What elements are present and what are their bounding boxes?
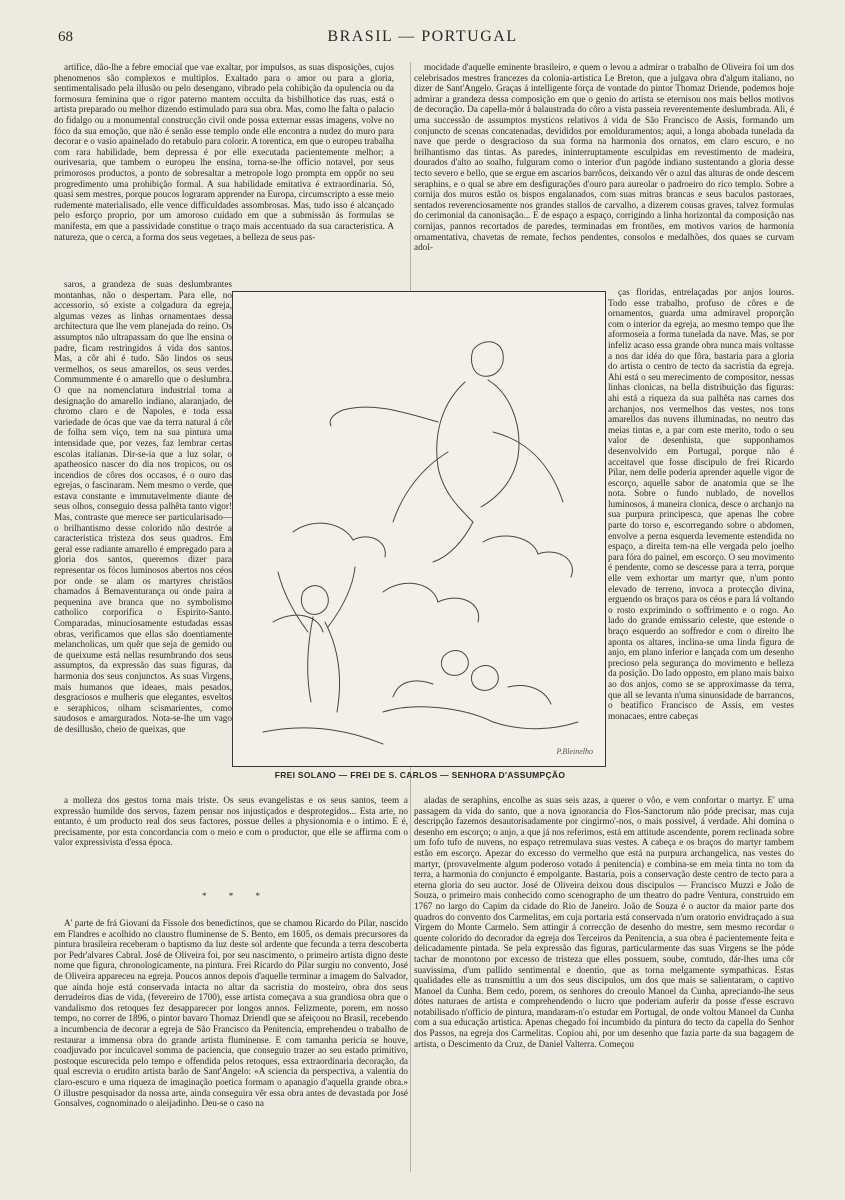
article-text-right-top xyxy=(414,62,794,288)
section-asterism: * * * xyxy=(202,891,270,901)
page-title: BRASIL — PORTUGAL xyxy=(327,28,518,45)
page-number: 68 xyxy=(58,29,73,45)
illustration-figure xyxy=(232,291,606,767)
article-paragraph: aladas de seraphins, encolhe as suas seis azas, a querer o vôo, e vem confortar o martyr. E' uma passagem da vida do santo, que a nova ignorancia do Flos-Sanctorum não póde precisar, mas cuja descripção fazemos desautorisadamente por cingirmo'-nos, o mais possivel, á verdade. Ahi domina o desenho em escorço; o anjo, a que já nos referimos, está em attitude ascendente, porem reclinada sobre um fofo tufo de nuvens, no espaço retremulava suas vestes. A cabeça e os braços do martyr tambem estão em escorço. Apezar do excesso do vermelho que está na purpura archangelica, nas vestes do martyr, (provavelmente algum poderoso votado á penitencia) e combina-se em meia tinta no tom da terra, a harmonia do conjuncto é empolgante. Bastaria, pois a conservação deste centro de tecto para a eterna gloria do seu auctor. José de Oliveira deixou dous discipulos — Francisco Muzzi e João de Souza, o primeiro mais conhecido como scenographo de um theatro do padre Ventura, construido em 1767 no largo do Capim da cidade do Rio de Janeiro. João de Souza é o auctor da maior parte dos quadros do convento dos Carmelitas, em cuja portaria está conservada n'um oratorio envidraçado a sua Virgem do Monte Carmelo. Sem attingir á correcção de desenho do mestre, sem mesmo recordar o quente colorido do decorador da egreja dos Terceiros da Penitencia, a sua obra é pacientemente feita e delicadamente pintada. Se pela expressão das figuras, particularmente das suas Virgens se lhe póde tachar de monotono por excesso de tristeza que elles possuem, soube, comtudo, dár-lhes uma côr suavissima, d'um pallido sentimental e doentio, que as torna melgamente sympathicas. Estas qualidades elle as transmittiu a um dos seus discipulos, um dos que mais se salientaram, o captivo Manoel da Cunha. Bem cedo, porem, os senhores do creoulo Manoel da Cunha, apreciando-lhe seus dótes naturaes de artista e comprehendendo o lucro que poderiam auferir da posse d'esse escravo notabilisado n'officio de pintura, mandaram-n'o estudar em Portugal, de onde voltou Manoel da Cunha com a sua educação artistica. Apenas chegado foi incumbido da pintura do tecto da capella do Senhor dos Passos, na egreja dos Carmelitas. Copiou ahi, por um desenho que fazia parte da sua bagagem de artista, o Descimento da Cruz, de Daniel Valterra. Começou xyxy=(414,795,794,1049)
article-paragraph: A' parte de frá Giovani da Fissole dos benedictinos, que se chamou Ricardo do Pilar, nascido em Flandres e acolhido no claustro fluminense de S. Bento, em 1605, os demais precursores da pintura brasileira receberam o baptismo da luz deste sol ardente que fecunda a terra descoberta por Pedr'alvares Cabral. José de Oliveira foi, por seu nascimento, o primeiro artista digno deste nome que figura, chronologicamente, na pintura. Frei Ricardo do Pilar surgiu no convento, José de Oliveira appareceu na egreja. Poucos annos depois d'aquelle terminar a imagem do Salvador, que ainda hoje está conservada intacta no altar da sacristia do mosteiro, obra dos seus derradeiros dias de vida, (fevereiro de 1700), esse artista começava a sua grandiosa obra que o vandalismo dos retoques fez desapparecer por longos annos. Felizmente, porem, em nosso tempo, no correr de 1896, o pintor bavaro Thomaz Driendl que se afeiçoou no Brasil, recebendo a incumbencia de decorar a egreja de São Francisco da Penitencia, emprehendeu o trabalho de restaurar a immensa obra do grande artista fluminense. E com tamanha pericia se houve, coadjuvado por inculcavel somma de paciencia, que conseguio trazer ao seu estado primitivo, postoque escurecida pelo tempo e offendida pelos retoques, essa extraordinaria decoração, da qual escrevia o erudito artista barão de Sant'Angelo: «A sciencia da perspectiva, a valentia do claro-escuro e uma riqueza de imaginação poetica formam o apanagio d'aquella grande obra.» O illustre pesquisador da nossa arte, ainda conseguira vêr essa obra antes de devastada por José Gonsalves, cognominado o aleijadinho. Deu-se o caso na xyxy=(54,918,408,1109)
article-text-left-top xyxy=(54,62,394,280)
artist-signature: P.Bleinelho xyxy=(556,747,593,756)
sketch-drawing xyxy=(233,292,605,766)
article-text-bottom-left xyxy=(54,918,408,1170)
figure-caption: FREI SOLANO — FREI DE S. CARLOS — SENHORA D'ASSUMPÇÃO xyxy=(274,770,566,780)
article-text-bottom-right xyxy=(414,795,794,1170)
article-text-mid-left xyxy=(54,795,408,886)
article-paragraph: a molleza dos gestos torna mais triste. Os seus evangelistas e os seus santos, teem a expressão humilde dos servos, fazem pensar nos injustiçados e desprotegidos... Esta arte, no entanto, é um producto real dos seus factores, possue delles a physionomia e o intimo. E é, precisamente, por esta concordancia com o meio e com o productor, que elle se affirma com o valor expressivista d'essa época. xyxy=(54,795,408,848)
article-paragraph: saros, a grandeza de suas deslumbrantes montanhas, não o despertam. Para elle, no accessorio, só existe a colgadura da egreja, algumas vezes as linhas ornamentaes dessa architectura que lhe vem planejada do reino. Os assumptos não ultrapassam do que lhe ensina o padre, ficam restringidos á vida dos santos. Mas, a côr ahi é tudo. São lindos os seus vermelhos, os seus amarellos, os seus verdes. Commummente é o amarello que o deslumbra. O que na nomenclatura industrial toma a designação do amarello indiano, alaranjado, de chromo claro e de Napoles, e toda essa variedade de ócas que vae da terra natural á côr de folha sem viço, tem na sua pintura uma intensidade que, por vezes, faz lembrar certas escolas italianas. Dir-se-ia que a luz solar, o apatheosico nascer do dia nos tropicos, ou os incendios de côres dos occasos, é o ouro das egrejas, o fascinaram. Nem mesmo o verde, que estava constante e immutavelmente diante de seus olhos, conseguio dessa palhêta tanto vigor! Mas, contraste que merece ser particularisado—o brilhantismo desse colorido não destróe a caracteristica tristeza dos seus quadros. Em geral esse radiante amarello é empregado para a gloria dos santos, queremos dizer para representar os fócos luminosos abertos nos céos por onde se alam os martyres christãos chamados á Bemaventurança ou onde paira a pequenina ave branca que no symbolismo catholico corporifica o Espirito-Santo. Comparadas, minuciosamente estudadas essas obras, verificamos que ellas são doentiamente melancholicas, um quêr que seja de gemido ou de queixume está nellas resumbrando dos seus assumptos, da expressão das suas figuras, da harmonia dos seus conjunctos. As suas Virgens, mais humanos que ideaes, mais pesados, desgraciosos e mulheris que elegantes, esveltos e seraphicos, olham scismarientes, como saudosos e amargurados. Nota-se-lhe um vago de desillusão, cheio de queixas, que xyxy=(54,279,232,734)
article-paragraph: ças floridas, entrelaçadas por anjos louros. Todo esse trabalho, profuso de côres e de ornamentos, guarda uma admiravel proporção com o interior da egreja, ao mesmo tempo que lhe aformoseia a forma tunelada da nave. Mas, se por infeliz acaso essa grande obra nunca mais voltasse a nos dar idéa do que fôra, bastaria para a gloria do artista o centro de tecto da sacristia da egreja. Ahi está o seu merecimento de compositor, nessas linhas clonicas, na bella distribuição das figuras: ahi está a riqueza da sua palhêta nas carnes dos archanjos, nos vermelhos das vestes, nos tons amarellos das nuvens illuminadas, no neutro das meias tintas e, a par com este merito, todo o seu valor de desenhista, que supponhamos desenvolvido em Portugal, porque não é acceitavel que fosse discipulo de frei Ricardo Pilar, nem delle poderia aprender aquelle vigor de escorço, aquelle sabor de anatomia que se lhe nota. Sobre o fundo nublado, de novellos luminosos, á maneira clonica, desce o archanjo na sua purpura principesca, que apenas lhe cobre parte do torso e, escorregando sobre o abdomen, envolve a perna esquerda levemente estendida no espaço, a direita tem-na elle vergada pelo joelho para fóra do painel, em escorço. O seu movimento é pendente, como se descesse para a terra, porque elle vem exhortar um martyr que, n'um ponto elevado de terreno, invoca a protecção divina, erguendo os braços para os céos e para lá voltando o rosto exprimindo o soffrimento e o rogo. Ao lado do grande emissario celeste, que estende o braço esquerdo ao soffredor e com o direito lhe aponta os altares, inclina-se uma linda figura de anjo, em plano inferior e lançada com um desenho precioso pela segurança do movimento e belleza da posição. Do lado opposto, em plano mais baixo ao dos anjos, como se se approximasse da terra, que all se levanta n'uma sinuosidade de barrancos, o beatifico Francisco de Assis, em vestes monacaes, entre cabeças xyxy=(608,287,794,721)
article-paragraph: mocidade d'aquelle eminente brasileiro, e quem o levou a admirar o trabalho de Oliveira foi um dos celebrisados mestres francezes da colonia-artistica Le Breton, que a julgava obra d'algum italiano, no dizer de Sant'Angelo. Graças á intelligente força de vontade do pintor Thomaz Driende, podemos hoje admirar a grandeza dessa composição em que o genio do artista se eternisou nos mais bellos motivos de decoração. Da capella-mór á balaustrada do côro a vista passeia reverentemente deslumbrada. Ali, é uma successão de assumptos mysticos relativos á vida de São Francisco de Assis, formando um conjuncto de scenas concatenadas, devididos por emolduramentos; aqui, a longa abobada tunelada da nave que perde o desgracioso da sua forma na harmonia dos ornatos, em claro escuro, e no brilhantismo das tintas. As paredes, ininterruptamente esculpidas em revestimento de madeira, dourados d'alto ao soalho, fulguram como o interior d'un pagóde indiano sustentando a gloria desse tecto severo e bello, que se ergue em ascarios barrôcos, deixando vêr o azul das alturas de onde descem seraphins, e o qual se abre em desfigurações d'ouro para aureolar o padroeiro do rico templo. Sobre a cornija dos muros estão os bispos engalanados, com suas mitras brancas e seus baculos pastoraes, sentados reverenciosamente nos grandes stallos de carvalho, a dizerem cousas graves, talvez formulas do cerimonial da canonisação... E de espaço a espaço, corrigindo a linha horizontal da composição nas cornijas, pannos recortados de paredes, terminadas em frontões, em motivos varios de harmonia ornamentativa, chavetas de remate, fechos pendentes, consolos e medalhões, dos quaes se curvam adol- xyxy=(414,62,794,253)
article-paragraph: artifice, dão-lhe a febre emocial que vae exaltar, por impulsos, as suas disposições, cujos phenomenos são complexos e multiplos. Exaltado para o amor ou para a gloria, sentimentalisado pela illusão ou pelo desengano, vibrado pela cohibição da opulencia ou da formosura feminina que o rigor paterno mantem occulta da bisbilhotice das ruas, está o artista preparado ou melhor dizendo estimulado para sua obra. Mas, como lhe falta o palacio do fidalgo ou a monumental construcção civil onde possa externar essas imagens, volve no fóco da sua emoção, que não é senão esse templo onde elle encontra a nudez do muro para decorar e o vasio apainelado do retabulo para colorir. A torentica, em que o europeu trabalha com rara habilidade, bem depressa é por elle executada pacientemente melhor; a ourivesaria, que tambem o europeu lhe ensina, torna-se-lhe officio notavel, por seus primorosos productos, a ponto de sobresaltar a metropole logo prompta em oppôr no seu progredimento uma prohibição formal. A sua habilidade emitativa é extraordinaria. Só, quasi sem mestres, porque poucos lograram apprender na Europa, circumscripto a esse meio rudemente materialisado, elle vence difficuldades assombrosas. Mas, tudo isso é alcançado pelo esforço proprio, por um amoroso cuidado em que a submissão ás formulas se manifesta, em que a passividade constitue o traço mais accentuado da sua caracteristica. A natureza, que o cerca, a forma dos seus vegetaes, a belleza de seus pas- xyxy=(54,62,394,242)
article-text-right-narrow xyxy=(608,287,794,797)
article-text-left-narrow xyxy=(54,279,232,794)
